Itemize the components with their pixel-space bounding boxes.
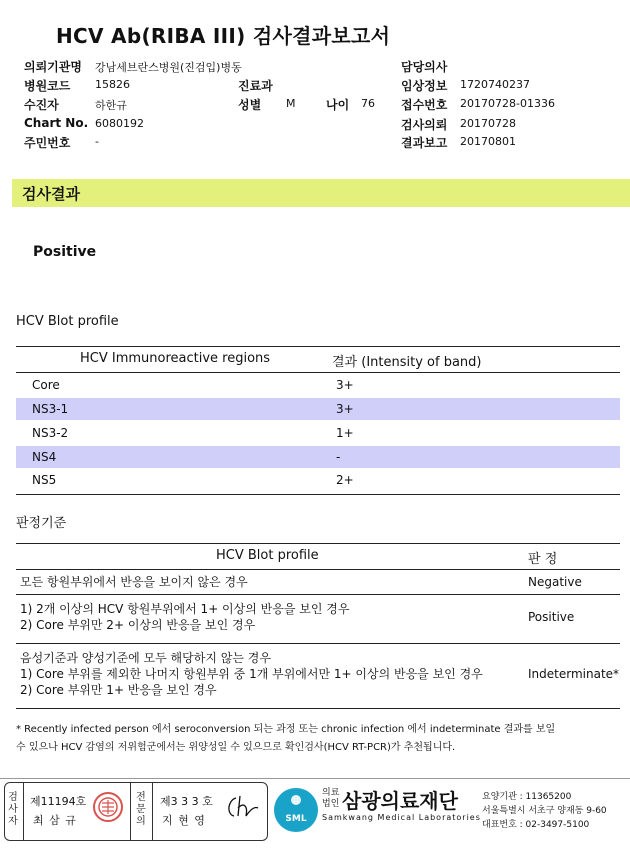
examiner-name: 최 삼 규 — [33, 814, 77, 827]
criteria-row-border — [16, 594, 620, 595]
row-highlight-ns4 — [16, 446, 620, 468]
result-section-bar — [12, 179, 630, 207]
blot-profile-title: HCV Blot profile — [16, 314, 119, 329]
code-label: 병원코드 — [24, 79, 71, 93]
col-header-result: 결과 (Intensity of band) — [332, 355, 482, 370]
age-label: 나이 — [326, 98, 350, 112]
col-header-region: HCV Immunoreactive regions — [80, 351, 271, 366]
criteria-positive-line1: 1) 2개 이상의 HCV 항원부위에서 1+ 이상의 반응을 보인 경우 — [20, 602, 350, 616]
signature-divider — [23, 783, 24, 840]
corp-english-name: Samkwang Medical Laboratories — [322, 813, 481, 822]
sml-logo-icon — [272, 786, 320, 838]
table-bottom-border — [16, 494, 620, 495]
table-header-border — [16, 372, 620, 373]
footnote-line2: 수 있으나 HCV 감염의 저위험군에서는 위양성일 수 있으므로 확인검사(HCV RT-PCR)가 추천됩니다. — [16, 742, 456, 753]
reviewer-license: 제3 3 3 호 — [160, 795, 213, 808]
corp-type-line2: 법인 — [322, 799, 340, 809]
table-row-region: Core — [32, 378, 60, 392]
criteria-bottom-border — [16, 708, 620, 709]
clinical-info-value: 1720740237 — [460, 78, 530, 91]
examiner-label: 검사자 — [8, 792, 18, 827]
patient-name-value: 하한규 — [95, 99, 127, 112]
criteria-title: 판정기준 — [16, 516, 67, 531]
care-code: 요양기관 : 11365200 — [482, 792, 572, 802]
examiner-license: 제11194호 — [30, 795, 87, 808]
address: 서울특별시 서초구 양재동 9-60 — [482, 806, 607, 816]
signature-divider — [152, 783, 153, 840]
footer-divider — [0, 778, 630, 779]
criteria-col-profile: HCV Blot profile — [216, 548, 319, 563]
table-row-region: NS5 — [32, 473, 57, 487]
criteria-col-judgement: 판 정 — [528, 552, 558, 567]
chart-no-label: Chart No. — [24, 116, 89, 130]
overall-result: Positive — [33, 244, 97, 260]
phone-number: 대표번호 : 02-3497-5100 — [482, 820, 590, 830]
reviewer-name: 지 현 영 — [162, 814, 206, 827]
request-date-value: 20170728 — [460, 117, 516, 130]
reviewer-label: 전문의 — [136, 792, 146, 827]
table-row-region: NS3-2 — [32, 426, 69, 440]
resident-id-value: - — [95, 135, 99, 148]
corp-name: 삼광의료재단 — [342, 789, 458, 813]
report-date-value: 20170801 — [460, 135, 516, 148]
age-value: 76 — [361, 97, 375, 110]
examiner-seal-icon — [92, 791, 124, 827]
patient-name-label: 수진자 — [24, 98, 59, 112]
footnote — [16, 721, 620, 757]
row-highlight-ns3-1 — [16, 398, 620, 420]
criteria-negative-text: 모든 항원부위에서 반응을 보이지 않은 경우 — [20, 575, 248, 589]
footnote-line1: * Recently infected person 에서 seroconversion 되는 과정 또는 chronic infection 에서 indeterminate 결과를 보일 — [16, 724, 556, 735]
sex-label: 성별 — [238, 98, 262, 112]
table-row-result: - — [336, 450, 341, 464]
table-row-result: 1+ — [336, 426, 354, 440]
report-title: HCV Ab(RIBA III) 검사결과보고서 — [56, 24, 391, 48]
receipt-no-value: 20170728-01336 — [460, 97, 555, 110]
sex-value: M — [286, 97, 296, 110]
org-value: 강남세브란스병원(진검입)병동 — [95, 61, 242, 74]
code-value: 15826 — [95, 78, 130, 91]
criteria-indeterminate-line1: 음성기준과 양성기준에 모두 해당하지 않는 경우 — [20, 651, 271, 665]
chart-no-value: 6080192 — [95, 117, 144, 130]
resident-id-label: 주민번호 — [24, 136, 71, 150]
clinical-info-label: 임상정보 — [401, 79, 448, 93]
criteria-row-border — [16, 643, 620, 644]
criteria-indeterminate-line2: 1) Core 부위를 제외한 나머지 항원부위 중 1개 부위에서만 1+ 이상의 반응을 보인 경우 — [20, 667, 483, 681]
doctor-label: 담당의사 — [401, 60, 448, 74]
corp-type-label — [322, 788, 339, 810]
corp-type-line1: 의료 — [322, 788, 340, 798]
receipt-no-label: 접수번호 — [401, 98, 448, 112]
table-top-border — [16, 346, 620, 347]
criteria-negative-label: Negative — [528, 575, 582, 589]
report-date-label: 결과보고 — [401, 136, 448, 150]
table-row-region: NS4 — [32, 450, 57, 464]
signature-divider — [130, 783, 131, 840]
result-section-title: 검사결과 — [22, 185, 80, 203]
criteria-indeterminate-label: Indeterminate* — [528, 667, 620, 681]
table-row-region: NS3-1 — [32, 402, 69, 416]
table-row-result: 2+ — [336, 473, 354, 487]
criteria-positive-label: Positive — [528, 610, 575, 624]
criteria-indeterminate-line3: 2) Core 부위만 1+ 반응을 보인 경우 — [20, 683, 217, 697]
criteria-top-border — [16, 543, 620, 544]
criteria-header-border — [16, 569, 620, 570]
request-date-label: 검사의뢰 — [401, 118, 448, 132]
org-label: 의뢰기관명 — [24, 60, 82, 74]
logo-mark-text: SML — [285, 814, 307, 824]
criteria-positive-line2: 2) Core 부위만 2+ 이상의 반응을 보인 경우 — [20, 618, 256, 632]
reviewer-signature-icon — [222, 792, 262, 826]
department-label: 진료과 — [238, 79, 273, 93]
table-row-result: 3+ — [336, 402, 354, 416]
table-row-result: 3+ — [336, 378, 354, 392]
